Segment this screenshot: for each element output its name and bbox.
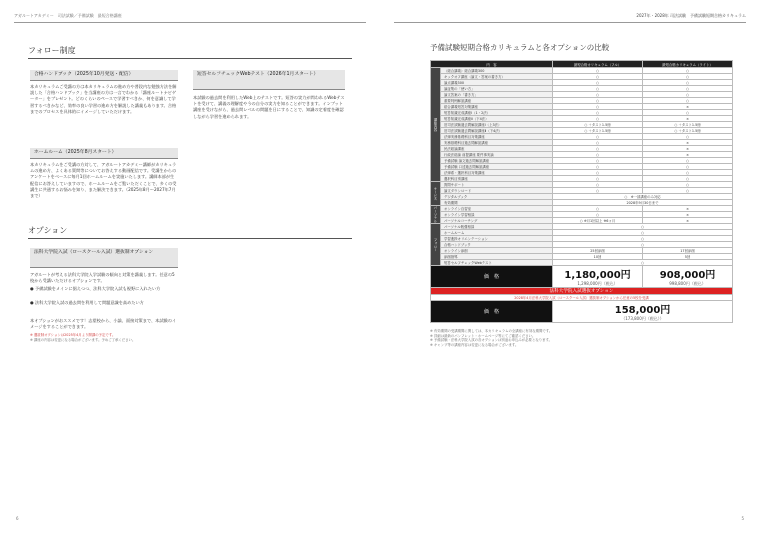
row-value-full: ○	[553, 68, 643, 74]
row-value-lite: ×	[643, 212, 733, 218]
row-value-lite: ○	[643, 86, 733, 92]
row-label: 論文ダウンロード	[441, 188, 553, 194]
row-value-full: ○	[553, 158, 643, 164]
webtest-heading: 短答セルフチェックWebテスト（2026年1月スタート）	[193, 70, 345, 90]
row-value-full: 10回	[553, 254, 643, 260]
running-header-left: アガルートアカデミー 司法試験／予備試験 最短合格講座	[14, 13, 122, 18]
row-label: オンライン添削	[441, 248, 553, 254]
option-price: 158,000円	[614, 305, 671, 316]
row-value-full: ○	[553, 182, 643, 188]
category-cell: フォロー	[431, 224, 441, 266]
row-label: 短答知識完成講座Ⅰ（1・2法）	[441, 110, 553, 116]
lawschool-note-1: ※ 選抜制オプションは2025年4月より開講の予定です。	[30, 333, 116, 337]
lawschool-note-2: ※ 講座の内容は変更になる場合がございます。予めご了承ください。	[30, 338, 136, 342]
follow-section-title: フォロー制度	[28, 46, 76, 55]
row-value-merged: ○	[553, 224, 733, 230]
row-label: 論点講義300	[441, 80, 553, 86]
comparison-title: 予備試験短期合格カリキュラムと各オプションの比較	[430, 43, 610, 52]
row-value-merged: ○	[553, 260, 733, 266]
handbook-body: 本カリキュラムご受講の方は本カリキュラムの進め方や普段内な勉強方法を解説した「合格ハンドブック」を当講座の方は一言でわかる「講座ルートナビゲーター」をプレゼント。どのくらいのペースで学習すべきか、何を意識して学習するべきかなど、効率の良い学習の進め方を解説した講義もあります。合格までのプロセスを具体的にイメージしていただけます。	[30, 84, 177, 114]
price-lite-tax: 998,800円（税込）	[669, 281, 706, 286]
row-value-full: ○	[553, 86, 643, 92]
col-header-lite: 最短合格カリキュラム（ライト）	[643, 61, 733, 68]
row-label: 予備試験 論文過去問解説講座	[441, 158, 553, 164]
row-value-full: ○	[553, 212, 643, 218]
page-number-right: 5	[741, 516, 744, 521]
row-label: 短答セルフチェックWebテスト	[441, 260, 553, 266]
row-value-full: ○	[553, 152, 643, 158]
price-full-tax: 1,298,000円（税込）	[577, 281, 618, 286]
row-value-merged: ○	[553, 236, 733, 242]
row-value-lite: ○ ＋タスト1.5冊	[643, 122, 733, 128]
row-value-lite: ×	[643, 206, 733, 212]
option-head: 法科大学院入試選抜オプション	[431, 288, 733, 295]
row-value-lite: 17回添削	[643, 248, 733, 254]
row-value-lite: ○	[643, 176, 733, 182]
row-value-lite: ○ ＋タスト1.5冊	[643, 128, 733, 134]
price-full-cell	[553, 266, 643, 288]
row-value-full: ○	[553, 188, 643, 194]
row-value-lite: ×	[643, 218, 733, 224]
row-label: 学習進捗オリエンテーション	[441, 236, 553, 242]
row-label: パーソナル勉強相談	[441, 224, 553, 230]
row-value-full: ○	[553, 164, 643, 170]
row-value-lite: ○	[643, 158, 733, 164]
row-label: 論証集の「使い方」	[441, 86, 553, 92]
row-value-full: ○ ＋タスト1.5冊	[553, 128, 643, 134]
row-value-full: ○	[553, 170, 643, 176]
lawschool-bullet-2: ● 法科大学院入試の過去問を利用して問題意識を高めたい方	[30, 300, 144, 305]
category-cell: サービス	[431, 182, 441, 206]
comparison-table	[430, 60, 732, 347]
homeroom-body: 本カリキュラムをご受講の方対して、アガルートアカデミー講師がカリキュラムの進め方、よくある質問等についてお答えする動画配信です。受講生からのアンケートをベースに毎月1回ホームルームを実施いたします。講師本部が生配信にお答えしていますので、ホームルームをご覧いただくことで、多くの受講生に共通するお悩みを知り、また解決できます。（2025年8月〜2027年7月まで）	[30, 162, 177, 199]
row-label: （総合講義）総合講義300	[441, 68, 553, 74]
price-full: 1,180,000円	[564, 270, 631, 281]
row-value-lite: ○	[643, 80, 733, 86]
table-notes	[430, 329, 732, 347]
row-value-lite: ×	[643, 140, 733, 146]
row-value-full: ○	[553, 134, 643, 140]
row-label: 選択科目別講座	[441, 176, 553, 182]
row-label: 合格ハンドブック	[441, 242, 553, 248]
category-cell: パーソナル	[431, 206, 441, 224]
table-note: ※ 詳細は最新のパンフレット・ホームページ等にてご確認ください。	[430, 333, 536, 338]
row-label: 短答知識完成講座Ⅱ（下4法）	[441, 116, 553, 122]
row-value-full: ○	[553, 74, 643, 80]
price-label: 価 格	[431, 266, 553, 288]
row-value-lite: ×	[643, 152, 733, 158]
row-label: 添削指導	[441, 254, 553, 260]
option-section-title: オプション	[28, 226, 68, 235]
row-value-merged: ○ ※一部講座のみ対応	[553, 194, 733, 200]
row-label: 民法総論講座	[441, 146, 553, 152]
option-desc: 2028年4月法科大学院入試（ロースクール入試）選抜制オプションから任意の5校を受講	[431, 295, 733, 301]
row-value-lite: ○	[643, 182, 733, 188]
header-rule-right	[394, 22, 746, 23]
price-lite: 908,000円	[659, 270, 716, 281]
row-value-full: ○	[553, 92, 643, 98]
table-note: ※ 予備試験・法科大学院入試の各オプションは別途お申込みが必要となります。	[430, 338, 553, 343]
lawschool-heading: 法科大学院入試（ロースクール入試）選抜制オプション	[30, 248, 178, 268]
row-label: 旧司法試験過去問解説講座Ⅱ（下4法）	[441, 128, 553, 134]
row-value-full: ○	[553, 116, 643, 122]
row-label: 質問サポート	[441, 182, 553, 188]
row-value-full: ○	[553, 110, 643, 116]
handbook-heading: 合格ハンドブック（2025年10月発送・配信）	[30, 70, 178, 81]
row-value-lite: ○	[643, 110, 733, 116]
row-label: 論文答案の「書き方」	[441, 92, 553, 98]
running-header-right: 2027年・2028年 司法試験 予備試験短期合格カリキュラム	[636, 13, 746, 18]
price-row	[431, 266, 733, 288]
row-label: キックオフ講座（論文・答案の書き方）	[441, 74, 553, 80]
row-label: 旧司法試験過去問解説講座Ⅰ（上3法）	[441, 122, 553, 128]
row-label: オンライン学習相談	[441, 212, 553, 218]
row-label: ホームルーム	[441, 230, 553, 236]
row-value-lite: ○	[643, 164, 733, 170]
option-section-rule	[28, 238, 352, 239]
option-price-cell	[553, 301, 733, 323]
row-value-merged: 2028年9月30日まで	[553, 200, 733, 206]
table-note: ※ 有効期間の受講期間に関しては、本カリキュラムの全講座に有効な期間です。	[430, 329, 553, 333]
row-label: 予備試験 口述過去問解説講座	[441, 164, 553, 170]
row-value-full: 25回添削	[553, 248, 643, 254]
row-value-merged: ○	[553, 230, 733, 236]
page-number-left: 6	[16, 516, 19, 521]
row-value-lite: ×	[643, 146, 733, 152]
row-label: オンライン自習室	[441, 206, 553, 212]
row-label: 行政法総論 前提講座 要件事実論	[441, 152, 553, 158]
header-rule	[14, 22, 366, 23]
row-value-lite: ○	[643, 98, 733, 104]
row-label: 総合講義短答対策講座	[441, 104, 553, 110]
row-value-full: ○	[553, 140, 643, 146]
row-value-full: ○ ※月1回以上 ※6ヵ月	[553, 218, 643, 224]
option-head-row	[431, 288, 733, 295]
row-value-full: ○ ＋タスト1.5冊	[553, 122, 643, 128]
row-value-full: ○	[553, 206, 643, 212]
table-header-row	[431, 61, 733, 68]
row-value-lite: ○	[643, 134, 733, 140]
col-header-content: 内 容	[431, 61, 553, 68]
category-cell: 講座内容	[431, 68, 441, 182]
row-label: 法律実務基礎科目対策講座	[441, 134, 553, 140]
row-value-lite: ○	[643, 68, 733, 74]
row-value-lite: ○	[643, 170, 733, 176]
lawschool-tail: 本オプションがおススメです！志望校から、小論、面接対策まで、本試験のイメージをすることができます。	[30, 318, 177, 330]
row-value-lite: ×	[643, 116, 733, 122]
table-note: ※ キャンプ等の講座内容は変更になる場合がございます。	[430, 342, 519, 347]
row-value-lite: ×	[643, 104, 733, 110]
webtest-body: 本試験の過去問を利用したWeb上のテストです。短答の実力が問われるWebテストを受けて、講義の理解度や今の自分の実力を知ることができます。インプット講座を受けながら、過去問レベルの問題を日にすることで、知識の定着度を確認しながら学習を進められます。	[193, 95, 345, 119]
row-value-full: ○	[553, 176, 643, 182]
row-value-full: ○	[553, 98, 643, 104]
row-value-lite: 5回	[643, 254, 733, 260]
row-value-lite: ○	[643, 92, 733, 98]
price-lite-cell	[643, 266, 733, 288]
row-value-merged: ○	[553, 242, 733, 248]
row-label: 重要判例解説講座	[441, 98, 553, 104]
option-price-tax: （173,800円（税込））	[621, 316, 664, 321]
option-price-row	[431, 301, 733, 323]
row-value-lite: ○	[643, 188, 733, 194]
row-value-full: ○	[553, 104, 643, 110]
homeroom-heading: ホームルーム（2025年8月スタート）	[30, 148, 178, 159]
row-label: 実務基礎科目過去問解説講座	[441, 140, 553, 146]
row-label: 有効期間	[441, 200, 553, 206]
row-label: パーソナルコーチング	[441, 218, 553, 224]
row-value-full: ○	[553, 146, 643, 152]
row-label: デジタルブック	[441, 194, 553, 200]
row-label: 法律系・選択科目対策講座	[441, 170, 553, 176]
lawschool-bullet-1: ● 予備試験をメインに据えつつ、法科大学院入試も視野に入れたい方	[30, 286, 161, 291]
option-price-label: 価 格	[431, 301, 553, 323]
col-header-full: 最短合格カリキュラム（フル）	[553, 61, 643, 68]
row-value-lite: ○	[643, 74, 733, 80]
follow-section-rule	[28, 58, 352, 59]
lawschool-body: アガルートが考える法科大学院入学試験の傾向と対策を講義します。任意の5校から受講いただけるオプションです。	[30, 272, 175, 284]
row-value-full: ○	[553, 80, 643, 86]
